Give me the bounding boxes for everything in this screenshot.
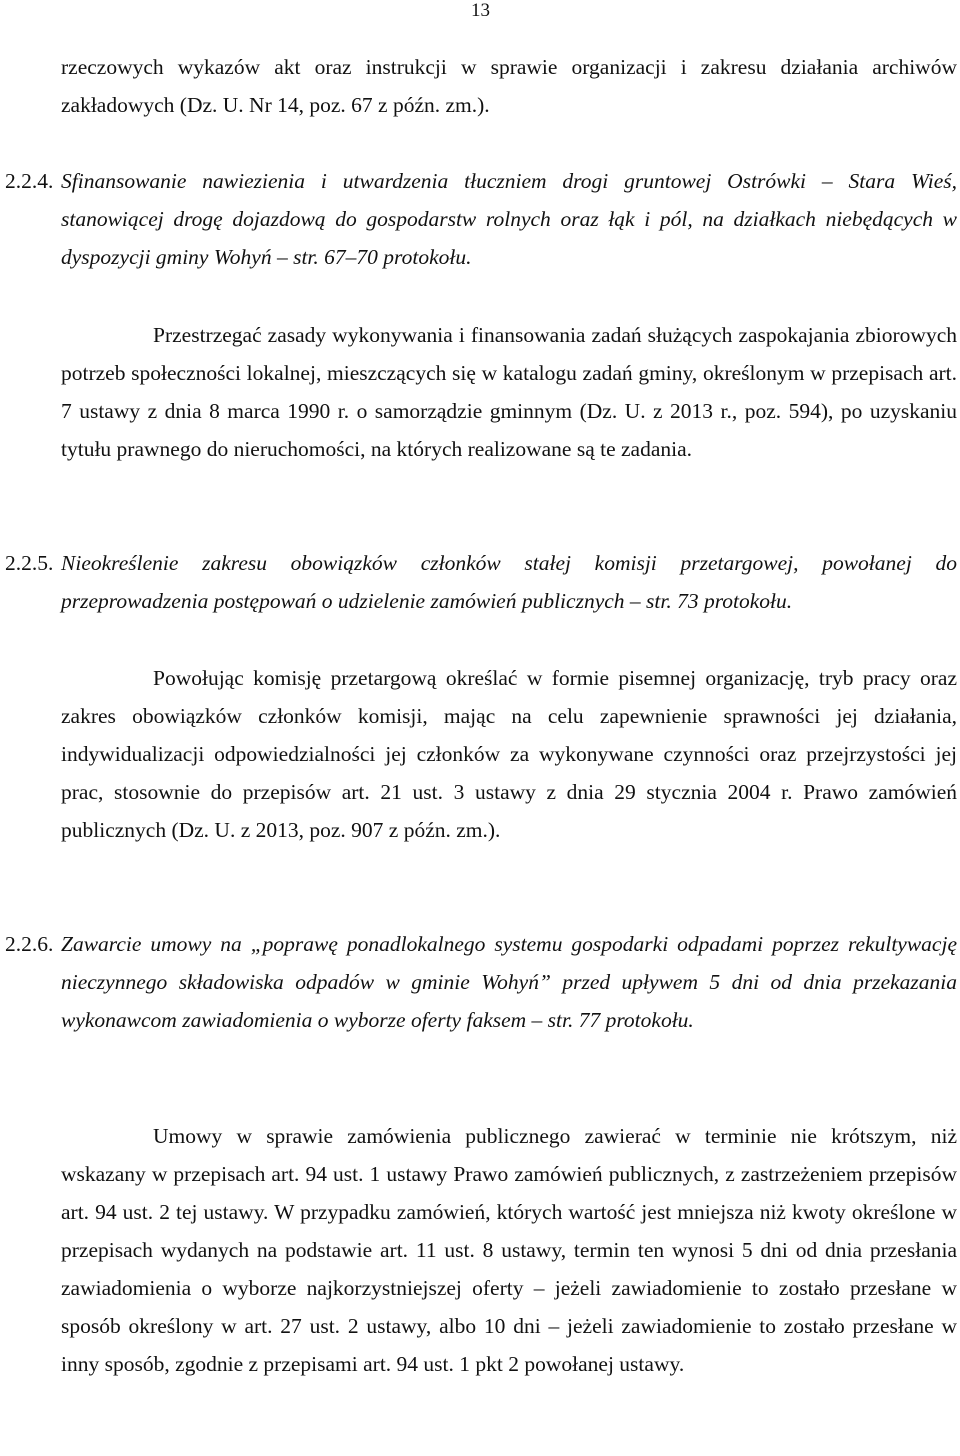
- section-2-2-6: [5, 925, 957, 1039]
- continuation-paragraph: rzeczowych wykazów akt oraz instrukcji w sprawie organizacji i zakresu działania archiwów zakładowych (Dz. U. Nr 14, poz. 67 z późn. zm.).: [61, 55, 957, 117]
- section-heading: Nieokreślenie zakresu obowiązków członków stałej komisji przetargowej, powołanej do przeprowadzenia postępowań o udzielenie zamówień publicznych – str. 73 protokołu.: [61, 551, 957, 613]
- section-2-2-4: [5, 162, 957, 276]
- recommendation-paragraph: Przestrzegać zasady wykonywania i finansowania zadań służących zaspokajania zbiorowych potrzeb społeczności lokalnej, mieszczących się w katalogu zadań gminy, określonym w przepisach art. 7 ustawy z dnia 8 marca 1990 r. o samorządzie gminnym (Dz. U. z 2013 r., poz. 594), po uzyskaniu tytułu prawnego do nieruchomości, na których realizowane są te zadania.: [61, 323, 957, 461]
- page-number: 13: [471, 0, 490, 21]
- section-number: 2.2.4.: [5, 169, 54, 193]
- section-2-2-5: [5, 544, 957, 620]
- section-number: 2.2.5.: [5, 551, 54, 575]
- section-heading: Sfinansowanie nawiezienia i utwardzenia tłuczniem drogi gruntowej Ostrówki – Stara Wieś, stanowiącej drogę dojazdową do gospodarstw rolnych oraz łąk i pól, na działkach niebędących w dyspozycji gminy Wohyń – str. 67–70 protokołu.: [61, 169, 957, 269]
- recommendation-paragraph: Powołując komisję przetargową określać w formie pisemnej organizację, tryb pracy oraz zakres obowiązków członków komisji, mając na celu zapewnienie sprawności jej działania, indywidualizacji odpowiedzialności jej członków za wykonywane czynności oraz przejrzystości jej prac, stosownie do przepisów art. 21 ust. 3 ustawy z dnia 29 stycznia 2004 r. Prawo zamówień publicznych (Dz. U. z 2013, poz. 907 z późn. zm.).: [61, 666, 957, 842]
- section-heading: Zawarcie umowy na „poprawę ponadlokalnego systemu gospodarki odpadami poprzez rekultywację nieczynnego składowiska odpadów w gminie Wohyń” przed upływem 5 dni od dnia przekazania wykonawcom zawiadomienia o wyborze oferty faksem – str. 77 protokołu.: [61, 932, 957, 1032]
- recommendation-paragraph: Umowy w sprawie zamówienia publicznego zawierać w terminie nie krótszym, niż wskazany w przepisach art. 94 ust. 1 ustawy Prawo zamówień publicznych, z zastrzeżeniem przepisów art. 94 ust. 2 tej ustawy. W przypadku zamówień, których wartość jest mniejsza niż kwoty określone w przepisach wydanych na podstawie art. 11 ust. 8 ustawy, termin ten wynosi 5 dni od dnia przesłania zawiadomienia o wyborze najkorzystniejszej oferty – jeżeli zawiadomienie to zostało przesłane w sposób określony w art. 27 ust. 2 ustawy, albo 10 dni – jeżeli zawiadomienie to zostało przesłane w inny sposób, zgodnie z przepisami art. 94 ust. 1 pkt 2 powołanej ustawy.: [61, 1124, 957, 1376]
- section-number: 2.2.6.: [5, 932, 54, 956]
